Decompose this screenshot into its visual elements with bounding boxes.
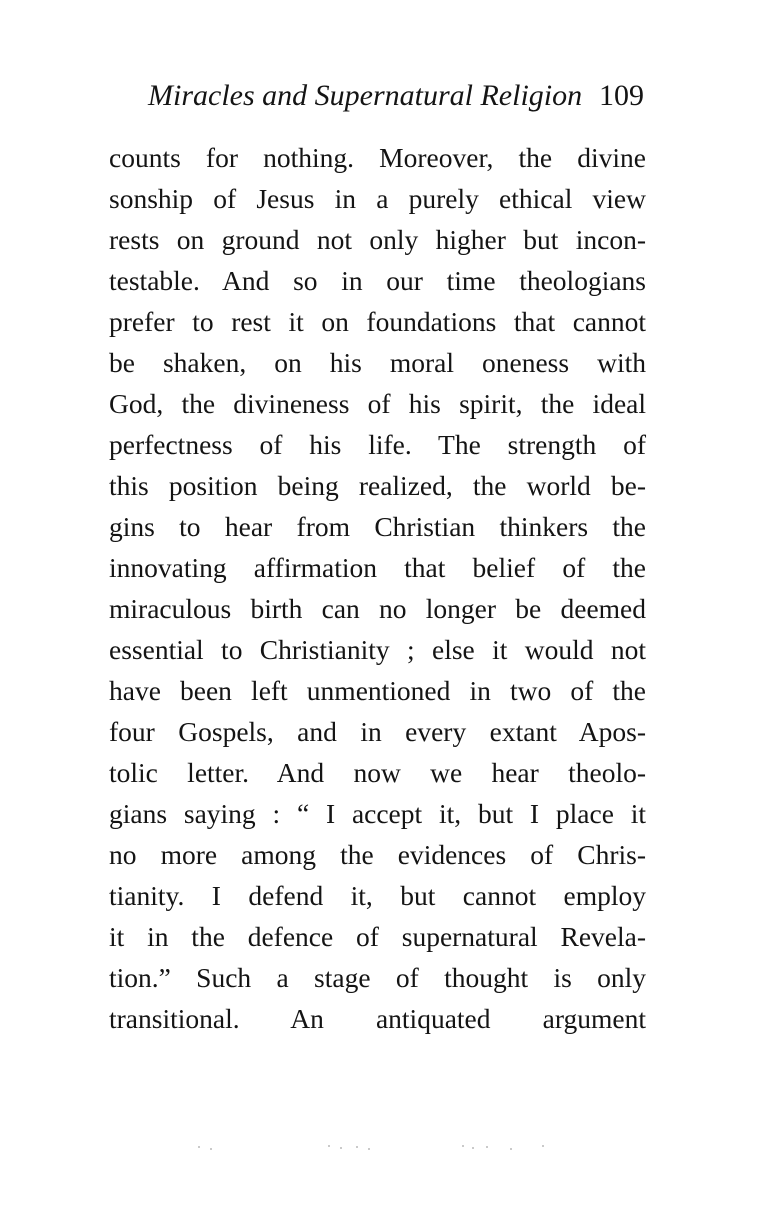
text-line: transitional. An antiquated argument bbox=[109, 1003, 646, 1034]
text-line: be shaken, on his moral oneness with bbox=[109, 347, 646, 378]
text-line: no more among the evidences of Chris- bbox=[109, 839, 646, 870]
scan-speck bbox=[462, 1145, 464, 1147]
text-line: gins to hear from Christian thinkers the bbox=[109, 511, 646, 542]
text-line: counts for nothing. Moreover, the divine bbox=[109, 142, 646, 173]
text-line: miraculous birth can no longer be deemed bbox=[109, 593, 646, 624]
text-line: it in the defence of supernatural Revela- bbox=[109, 921, 646, 952]
text-line: gians saying : “ I accept it, but I place it bbox=[109, 798, 646, 829]
scan-speck bbox=[368, 1148, 370, 1150]
text-line: tion.” Such a stage of thought is only bbox=[109, 962, 646, 993]
scan-speck bbox=[340, 1147, 342, 1149]
running-head bbox=[148, 74, 648, 118]
scan-speck bbox=[486, 1146, 488, 1148]
text-line: tolic letter. And now we hear theolo- bbox=[109, 757, 646, 788]
body-text bbox=[109, 137, 646, 1039]
scan-specks bbox=[180, 1143, 560, 1153]
scan-speck bbox=[210, 1148, 212, 1150]
text-line: testable. And so in our time theologians bbox=[109, 265, 646, 296]
scan-speck bbox=[472, 1147, 474, 1149]
text-line: prefer to rest it on foundations that cannot bbox=[109, 306, 646, 337]
text-line: rests on ground not only higher but incon- bbox=[109, 224, 646, 255]
text-line: perfectness of his life. The strength of bbox=[109, 429, 646, 460]
scan-speck bbox=[542, 1145, 544, 1147]
scan-speck bbox=[356, 1146, 358, 1148]
text-line: essential to Christianity ; else it would not bbox=[109, 634, 646, 665]
scan-speck bbox=[198, 1146, 200, 1148]
running-title: Miracles and Supernatural Religion bbox=[148, 79, 583, 112]
page-number: 109 bbox=[599, 79, 644, 112]
scan-speck bbox=[510, 1148, 512, 1150]
text-line: have been left unmentioned in two of the bbox=[109, 675, 646, 706]
text-line: innovating affirmation that belief of the bbox=[109, 552, 646, 583]
text-line: this position being realized, the world be- bbox=[109, 470, 646, 501]
text-line: sonship of Jesus in a purely ethical view bbox=[109, 183, 646, 214]
scan-speck bbox=[328, 1145, 330, 1147]
text-line: God, the divineness of his spirit, the ideal bbox=[109, 388, 646, 419]
text-line: four Gospels, and in every extant Apos- bbox=[109, 716, 646, 747]
text-line: tianity. I defend it, but cannot employ bbox=[109, 880, 646, 911]
